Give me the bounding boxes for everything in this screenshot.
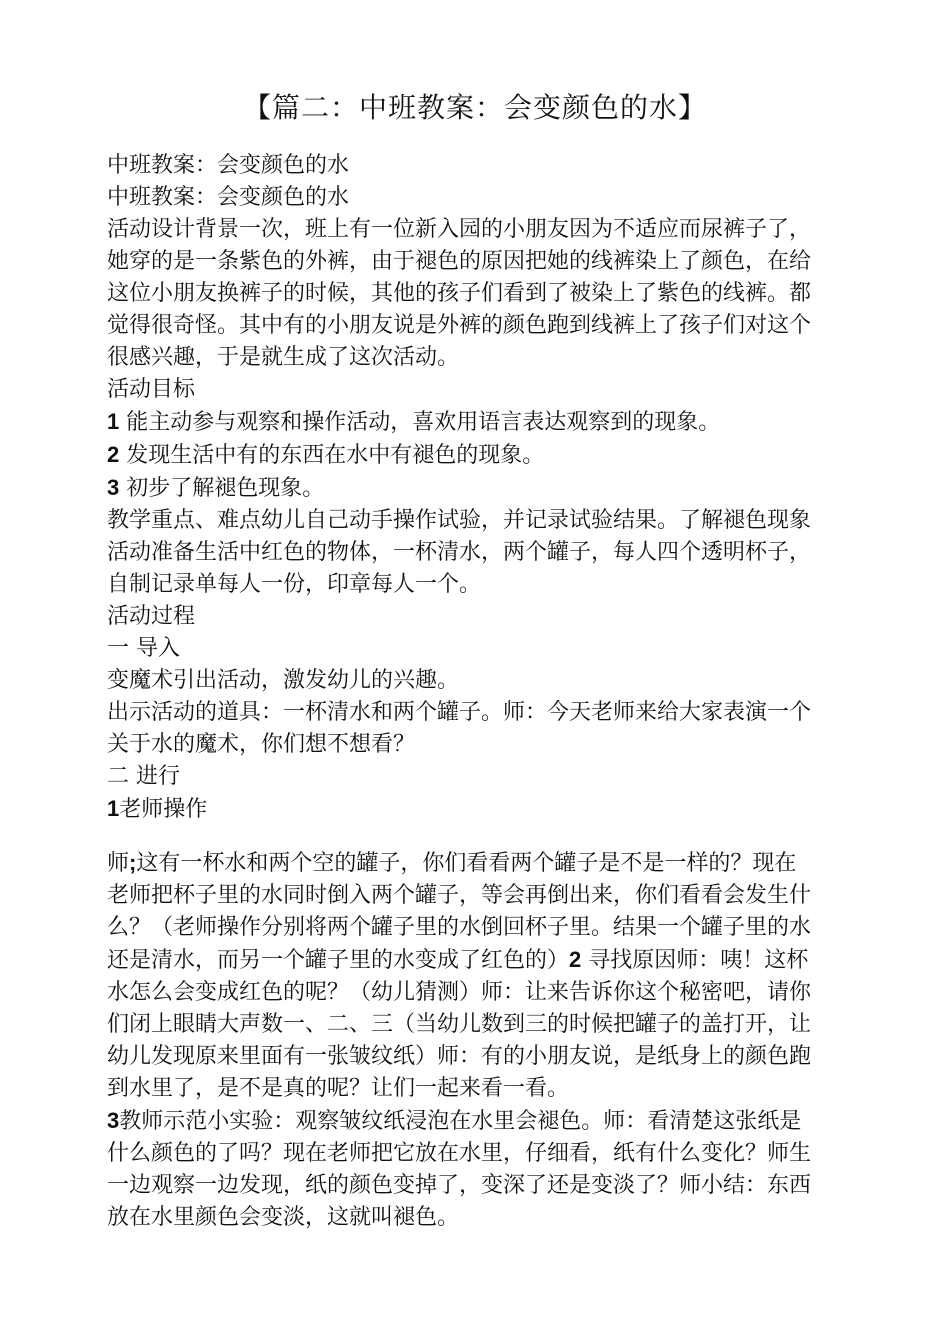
goal-number: 2 <box>107 442 120 467</box>
text-line: 关于水的魔术，你们想不想看？ <box>107 732 416 757</box>
text-line: 什么颜色的了吗？现在老师把它放在水里，仔细看，纸有什么变化？师生 <box>107 1141 812 1166</box>
step-number: 1 <box>107 796 120 821</box>
subsection-heading: 一 导入 <box>107 636 180 661</box>
document-body <box>107 150 867 1234</box>
text-line: 水怎么会变成红色的呢？（幼儿猜测）师：让来告诉你这个秘密吧，请你 <box>107 980 812 1005</box>
text-line: 她穿的是一条紫色的外裤，由于褪色的原因把她的线裤染上了颜色，在给 <box>107 249 812 274</box>
text-line: 变魔术引出活动，激发幼儿的兴趣。 <box>107 668 460 693</box>
goal-item <box>107 472 867 505</box>
text-line: 觉得很奇怪。其中有的小朋友说是外裤的颜色跑到线裤上了孩子们对这个 <box>107 313 812 338</box>
text-line: 中班教案：会变颜色的水 <box>107 185 350 210</box>
text-line <box>107 944 867 977</box>
subsection-heading: 二 进行 <box>107 764 180 789</box>
step-heading <box>107 793 867 826</box>
goal-number: 1 <box>107 409 120 434</box>
text-line: 么？（老师操作分别将两个罐子里的水倒回杯子里。结果一个罐子里的水 <box>107 915 812 940</box>
text-span: 寻找原因师：咦！这杯 <box>581 948 809 973</box>
text-line: 活动设计背景一次，班上有一位新入园的小朋友因为不适应而尿裤子了， <box>107 217 812 242</box>
section-heading-goals: 活动目标 <box>107 377 196 402</box>
step-title: 老师操作 <box>119 797 208 822</box>
goal-item <box>107 439 867 472</box>
text-line: 出示活动的道具：一杯清水和两个罐子。师：今天老师来给大家表演一个 <box>107 700 812 725</box>
text-line: 到水里了，是不是真的呢？让们一起来看一看。 <box>107 1076 570 1101</box>
text-line: 自制记录单每人一份，印章每人一个。 <box>107 572 482 597</box>
text-line: 中班教案：会变颜色的水 <box>107 153 350 178</box>
text-span: 还是清水，而另一个罐子里的水变成了红色的） <box>107 948 570 973</box>
text-line <box>107 1105 867 1138</box>
text-span: 师 <box>107 851 130 876</box>
step-number: 2 <box>569 947 582 972</box>
text-line: 活动准备生活中红色的物体，一杯清水，两个罐子，每人四个透明杯子， <box>107 540 812 565</box>
goal-item <box>107 406 867 439</box>
text-line: 一边观察一边发现，纸的颜色变掉了，变深了还是变淡了？师小结：东西 <box>107 1173 812 1198</box>
goal-number: 3 <box>107 475 120 500</box>
text-span: ; <box>129 850 137 875</box>
text-line <box>107 847 867 880</box>
text-line: 教学重点、难点幼儿自己动手操作试验，并记录试验结果。了解褪色现象 <box>107 508 812 533</box>
document-title: 【篇二：中班教案：会变颜色的水】 <box>242 91 707 124</box>
text-line: 老师把杯子里的水同时倒入两个罐子，等会再倒出来，你们看看会发生什 <box>107 883 812 908</box>
text-line: 这位小朋友换裤子的时候，其他的孩子们看到了被染上了紫色的线裤。都 <box>107 281 812 306</box>
text-line: 很感兴趣，于是就生成了这次活动。 <box>107 345 460 370</box>
text-line: 放在水里颜色会变淡，这就叫褪色。 <box>107 1205 460 1230</box>
section-heading-process: 活动过程 <box>107 604 196 629</box>
text-span: 这有一杯水和两个空的罐子，你们看看两个罐子是不是一样的？现在 <box>136 851 797 876</box>
goal-text: 能主动参与观察和操作活动，喜欢用语言表达观察到的现象。 <box>119 410 721 435</box>
paragraph-gap <box>107 826 867 847</box>
goal-text: 发现生活中有的东西在水中有褪色的现象。 <box>119 443 545 468</box>
text-span: 教师示范小实验：观察皱纹纸浸泡在水里会褪色。师：看清楚这张纸是 <box>119 1109 802 1134</box>
text-line: 幼儿发现原来里面有一张皱纹纸）师：有的小朋友说，是纸身上的颜色跑 <box>107 1044 812 1069</box>
text-line: 们闭上眼睛大声数一、二、三（当幼儿数到三的时候把罐子的盖打开，让 <box>107 1012 812 1037</box>
step-number: 3 <box>107 1108 120 1133</box>
goal-text: 初步了解褪色现象。 <box>119 476 325 501</box>
